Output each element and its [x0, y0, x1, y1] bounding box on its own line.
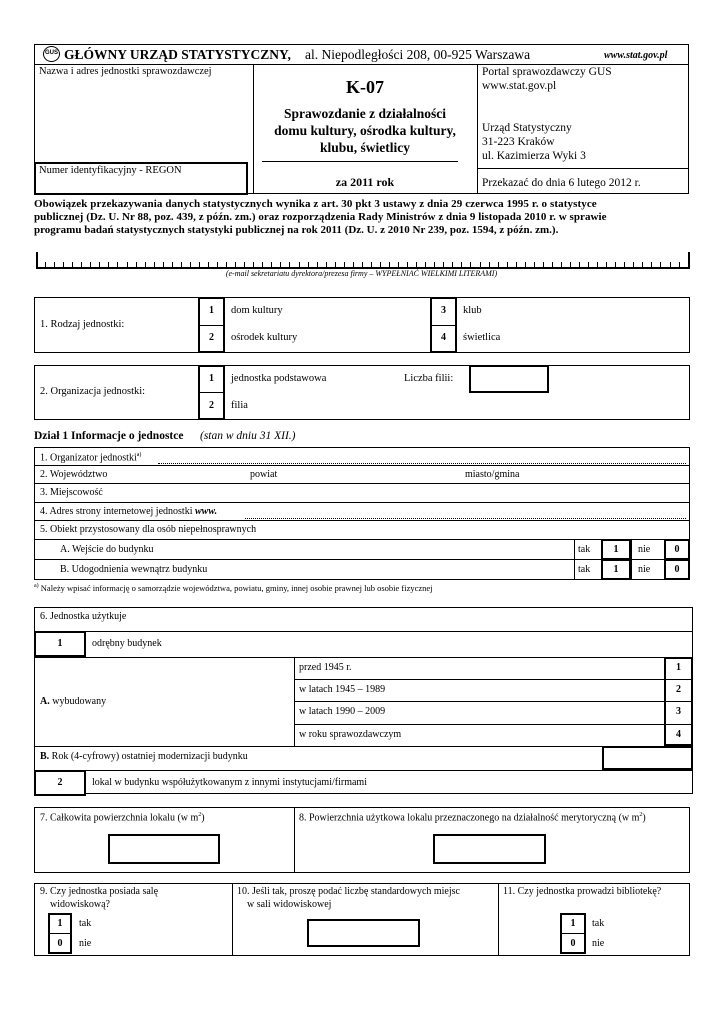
facilities-label: B. Udogodnienia wewnątrz budynku	[60, 564, 208, 575]
obligation-line-1: Obowiązek przekazywania danych statystycznych wynika z art. 30 pkt 3 ustawy z dnia 29 czerwca 1995 r. o statystyce	[34, 198, 597, 210]
email-cell-divider	[434, 262, 435, 268]
email-cell-divider	[679, 262, 680, 268]
office-line-1: Urząd Statystyczny	[482, 122, 572, 134]
q7-area-input[interactable]	[108, 834, 220, 864]
facilities-yes-value: 1	[613, 564, 619, 575]
usage-opt1-label: odrębny budynek	[92, 638, 162, 649]
entrance-no-value: 0	[674, 544, 680, 555]
q11-yes-code[interactable]: 1	[570, 918, 576, 929]
email-cell-divider	[117, 262, 118, 268]
email-cell-divider	[244, 262, 245, 268]
usage-opt2-label: lokal w budynku współużytkowanym z innymi instytucjami/firmami	[92, 777, 367, 788]
q9-yes-label: tak	[79, 918, 92, 929]
organizer-label: 1. Organizator jednostki$^{a)}$	[40, 452, 142, 464]
organization-option-1: jednostka podstawowa	[231, 373, 327, 384]
email-cell-divider	[190, 262, 191, 268]
portal-line-1: Portal sprawozdawczy GUS	[482, 66, 612, 78]
portal-line-2: www.stat.gov.pl	[482, 80, 557, 92]
entrance-yes-label: tak	[578, 544, 591, 555]
unit-type-block	[34, 297, 690, 353]
email-cell-divider	[670, 262, 671, 268]
email-cell-divider	[289, 262, 290, 268]
email-cell-divider	[199, 262, 200, 268]
email-cell-divider	[489, 262, 490, 268]
form-code: K-07	[346, 77, 384, 97]
q11-label: 11. Czy jednostka prowadzi bibliotekę?	[503, 886, 662, 897]
email-cell-divider	[407, 262, 408, 268]
email-cell-divider	[380, 262, 381, 268]
email-cell-divider	[280, 262, 281, 268]
email-cell-divider	[561, 262, 562, 268]
email-cell-divider	[253, 262, 254, 268]
email-cell-divider	[615, 262, 616, 268]
q11-no-code[interactable]: 0	[570, 938, 576, 949]
email-cell-divider	[344, 262, 345, 268]
voivodeship-label: 2. Województwo	[40, 469, 108, 480]
entrance-yes-value: 1	[613, 544, 619, 555]
email-cell-divider	[443, 262, 444, 268]
email-cell-divider	[63, 262, 64, 268]
email-cell-divider	[389, 262, 390, 268]
email-cell-divider	[579, 262, 580, 268]
period-1-code[interactable]: 1	[676, 662, 681, 673]
unit-type-code-3[interactable]: 3	[441, 305, 446, 316]
period-1-label: przed 1945 r.	[299, 662, 352, 673]
email-cell-divider	[181, 262, 182, 268]
period-4-code[interactable]: 4	[676, 729, 681, 740]
unit-type-option-1: dom kultury	[231, 305, 283, 316]
branches-label: Liczba filii:	[404, 373, 454, 384]
facilities-yes-label: tak	[578, 564, 591, 575]
usage-opt2-code-value: 2	[57, 777, 63, 788]
section1-title: Dział 1 Informacje o jednostce	[34, 430, 184, 442]
district-label: powiat	[250, 469, 278, 480]
form-year: za 2011 rok	[335, 175, 395, 189]
email-cell-divider	[416, 262, 417, 268]
unit-type-option-2: ośrodek kultury	[231, 332, 298, 343]
email-cell-divider	[299, 262, 300, 268]
obligation-line-3: programu badań statystycznych statystyki publicznej na rok 2011 (Dz. U. z 2010 Nr 239, poz. 1594, z późn. zm.).	[34, 224, 559, 236]
period-2-code[interactable]: 2	[676, 684, 681, 695]
period-3-label: w latach 1990 – 2009	[299, 706, 386, 717]
email-cell-divider	[262, 262, 263, 268]
email-cell-divider	[308, 262, 309, 268]
email-cell-divider	[425, 262, 426, 268]
email-cell-divider	[570, 262, 571, 268]
modernization-year-input[interactable]	[602, 746, 693, 770]
q8-label: 8. Powierzchnia użytkowa lokalu przeznaczonego na działalność merytoryczną (w $m^2$)	[299, 812, 646, 824]
header-org: GŁÓWNY URZĄD STATYSTYCZNY,	[64, 47, 291, 62]
q11-yes-label: tak	[592, 918, 605, 929]
q9-label-1: 9. Czy jednostka posiada salę	[40, 886, 159, 897]
organization-label: 2. Organizacja jednostki:	[40, 386, 146, 397]
email-cell-divider	[271, 262, 272, 268]
q10-seats-input[interactable]	[307, 919, 420, 947]
section1-subtitle: (stan w dniu 31 XII.)	[200, 430, 296, 442]
city-label: miasto/gmina	[465, 469, 520, 480]
email-cell-divider	[362, 262, 363, 268]
q9-no-code[interactable]: 0	[57, 938, 63, 949]
office-line-2: 31-223 Kraków	[482, 136, 555, 148]
form-title-2: domu kultury, ośrodka kultury,	[274, 123, 456, 138]
facilities-no-label: nie	[638, 564, 651, 575]
header-website: www.stat.gov.pl	[604, 50, 668, 61]
email-cell-divider	[398, 262, 399, 268]
form-title-3: klubu, świetlicy	[319, 140, 411, 155]
website-dots[interactable]	[245, 507, 686, 519]
organization-code-2[interactable]: 2	[209, 400, 214, 411]
email-cell-divider	[136, 262, 137, 268]
email-cell-divider	[172, 262, 173, 268]
email-cell-divider	[642, 262, 643, 268]
email-cell-divider	[660, 262, 661, 268]
email-cell-divider	[597, 262, 598, 268]
organization-code-1[interactable]: 1	[209, 373, 214, 384]
email-cell-divider	[226, 262, 227, 268]
unit-name-label: Nazwa i adres jednostki sprawozdawczej	[39, 66, 212, 77]
unit-type-code-4[interactable]: 4	[441, 332, 446, 343]
email-cell-divider	[516, 262, 517, 268]
unit-type-code-1[interactable]: 1	[209, 305, 214, 316]
email-cell-divider	[633, 262, 634, 268]
email-input[interactable]	[36, 252, 690, 268]
entrance-label: A. Wejście do budynku	[60, 544, 154, 555]
regon-label: Numer identyfikacyjny - REGON	[39, 165, 182, 176]
email-cell-divider	[525, 262, 526, 268]
entrance-no-label: nie	[638, 544, 651, 555]
email-cell-divider	[606, 262, 607, 268]
adapted-label: 5. Obiekt przystosowany dla osób niepełnosprawnych	[40, 524, 257, 535]
email-cell-divider	[326, 262, 327, 268]
organization-option-2: filia	[231, 400, 248, 411]
period-3-code[interactable]: 3	[676, 706, 681, 717]
unit-type-code-2[interactable]: 2	[209, 332, 214, 343]
email-cell-divider	[353, 262, 354, 268]
obligation-line-2: publicznej (Dz. U. Nr 88, poz. 439, z późn. zm.) oraz rozporządzenia Rady Ministrów z dnia 9 listopada 2010 r. w sprawie	[34, 211, 607, 223]
branches-count-input[interactable]	[469, 365, 549, 393]
email-cell-divider	[335, 262, 336, 268]
email-cell-divider	[552, 262, 553, 268]
q10-label-2: w sali widowiskowej	[247, 899, 332, 910]
email-cell-divider	[371, 262, 372, 268]
email-cell-divider	[108, 262, 109, 268]
email-cell-divider	[534, 262, 535, 268]
q11-no-label: nie	[592, 938, 605, 949]
email-cell-divider	[507, 262, 508, 268]
locality-label: 3. Miejscowość	[40, 487, 103, 498]
email-cell-divider	[480, 262, 481, 268]
email-cell-divider	[81, 262, 82, 268]
q10-label-1: 10. Jeśli tak, proszę podać liczbę standardowych miejsc	[237, 886, 460, 897]
email-cell-divider	[217, 262, 218, 268]
email-cell-divider	[498, 262, 499, 268]
q9-yes-code[interactable]: 1	[57, 918, 63, 929]
email-cell-divider	[154, 262, 155, 268]
footnote: $^{a)}$ Należy wpisać informację o samorządzie województwa, powiatu, gminy, innej osobie prawnej lub osobie fizycznej	[34, 582, 433, 593]
usage-label: 6. Jednostka użytkuje	[40, 611, 127, 622]
facilities-no-value: 0	[674, 564, 680, 575]
email-cell-divider	[452, 262, 453, 268]
email-cell-divider	[235, 262, 236, 268]
form-title-1: Sprawozdanie z działalności	[283, 106, 446, 121]
email-cell-divider	[90, 262, 91, 268]
period-4-label: w roku sprawozdawczym	[299, 729, 402, 740]
deadline: Przekazać do dnia 6 lutego 2012 r.	[482, 177, 641, 189]
email-cell-divider	[208, 262, 209, 268]
q7-label: 7. Całkowita powierzchnia lokalu (w $m^2$)	[40, 812, 205, 824]
unit-type-option-4: świetlica	[463, 332, 501, 343]
email-cell-divider	[72, 262, 73, 268]
period-2-label: w latach 1945 – 1989	[299, 684, 386, 695]
email-cell-divider	[45, 262, 46, 268]
email-cell-divider	[651, 262, 652, 268]
modernization-label: B. Rok (4-cyfrowy) ostatniej modernizacji budynku	[40, 751, 248, 762]
email-cell-divider	[163, 262, 164, 268]
usage-opt1-code-value: 1	[57, 638, 63, 649]
built-label: A. wybudowany	[40, 696, 107, 707]
header-address: al. Niepodległości 208, 00-925 Warszawa	[305, 47, 531, 62]
q8-area-input[interactable]	[433, 834, 546, 864]
email-cell-divider	[99, 262, 100, 268]
email-caption: (e-mail sekretariatu dyrektora/prezesa firmy – WYPEŁNIAĆ WIELKIMI LITERAMI)	[225, 269, 498, 278]
email-cell-divider	[624, 262, 625, 268]
gus-logo: GUS	[43, 46, 60, 62]
email-cell-divider	[127, 262, 128, 268]
office-line-3: ul. Kazimierza Wyki 3	[482, 150, 586, 162]
q9-label-2: widowiskową?	[50, 899, 110, 910]
unit-type-label: 1. Rodzaj jednostki:	[40, 319, 125, 330]
email-cell-divider	[317, 262, 318, 268]
email-cell-divider	[145, 262, 146, 268]
q9-no-label: nie	[79, 938, 92, 949]
email-cell-divider	[461, 262, 462, 268]
email-cell-divider	[543, 262, 544, 268]
email-cell-divider	[54, 262, 55, 268]
unit-type-option-3: klub	[463, 305, 482, 316]
organizer-dots[interactable]	[158, 452, 686, 464]
website-label: 4. Adres strony internetowej jednostki www.	[40, 506, 218, 517]
email-cell-divider	[588, 262, 589, 268]
email-cell-divider	[470, 262, 471, 268]
